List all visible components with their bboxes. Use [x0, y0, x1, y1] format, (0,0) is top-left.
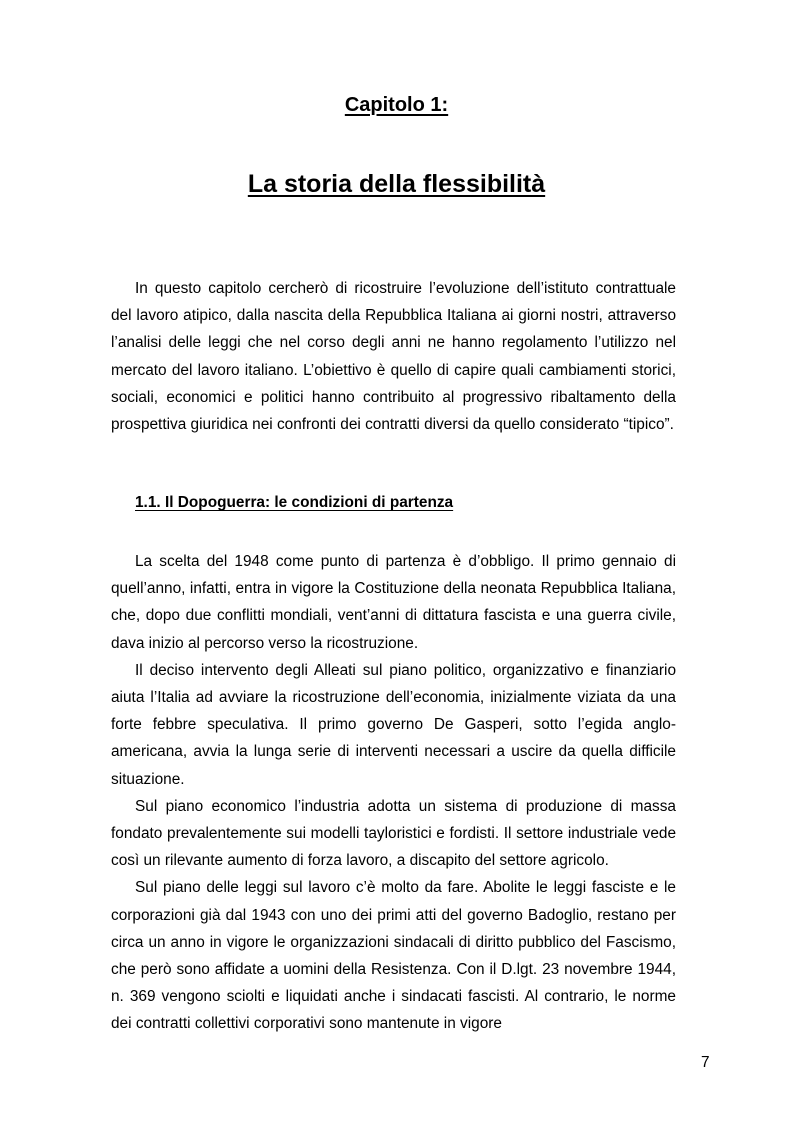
- paragraph: Il deciso intervento degli Alleati sul piano politico, organizzativo e finanziario aiuta l’Italia ad avviare la ricostruzione dell’economia, inizialmente viziata da una forte febbre speculativa. Il primo governo De Gasperi, sotto l’egida anglo-americana, avvia la lunga serie di interventi necessari a uscire da quella difficile situazione.: [111, 661, 676, 788]
- paragraph: Sul piano delle leggi sul lavoro c’è molto da fare. Abolite le leggi fasciste e le corporazioni già dal 1943 con uno dei primi atti del governo Badoglio, restano per circa un anno in vigore le organizzazioni sindacali di diritto pubblico del Fascismo, che però sono affidate a uomini della Resistenza. Con il D.lgt. 23 novembre 1944, n. 369 vengono sciolti e liquidati anche i sindacati fascisti. Al contrario, le norme dei contratti collettivi corporativi sono mantenute in vigore: [111, 879, 676, 1033]
- section-heading: 1.1. Il Dopoguerra: le condizioni di partenza: [135, 494, 454, 511]
- paragraph: Sul piano economico l’industria adotta un sistema di produzione di massa fondato prevalentemente sui modelli tayloristici e fordisti. Il settore industriale vede così un rilevante aumento di forza lavoro, a discapito del settore agricolo.: [111, 797, 676, 870]
- section-body: [111, 548, 676, 1038]
- intro-text: [111, 275, 676, 438]
- chapter-title: La storia della flessibilità: [247, 170, 546, 198]
- chapter-label: Capitolo 1:: [344, 94, 449, 116]
- paragraph: In questo capitolo cercherò di ricostruire l’evoluzione dell’istituto contrattuale del lavoro atipico, dalla nascita della Repubblica Italiana ai giorni nostri, attraverso l’analisi delle leggi che nel corso degli anni ne hanno regolamento l’utilizzo nel mercato del lavoro italiano. L’obiettivo è quello di capire quali cambiamenti storici, sociali, economici e politici hanno contribuito al progressivo ribaltamento della prospettiva giuridica nei confronti dei contratti diversi da quello considerato “tipico”.: [111, 280, 676, 434]
- paragraph: La scelta del 1948 come punto di partenza è d’obbligo. Il primo gennaio di quell’anno, infatti, entra in vigore la Costituzione della neonata Repubblica Italiana, che, dopo due conflitti mondiali, vent’anni di dittatura fascista e una guerra civile, dava inizio al percorso verso la ricostruzione.: [111, 553, 676, 652]
- page-number: 7: [701, 1054, 710, 1071]
